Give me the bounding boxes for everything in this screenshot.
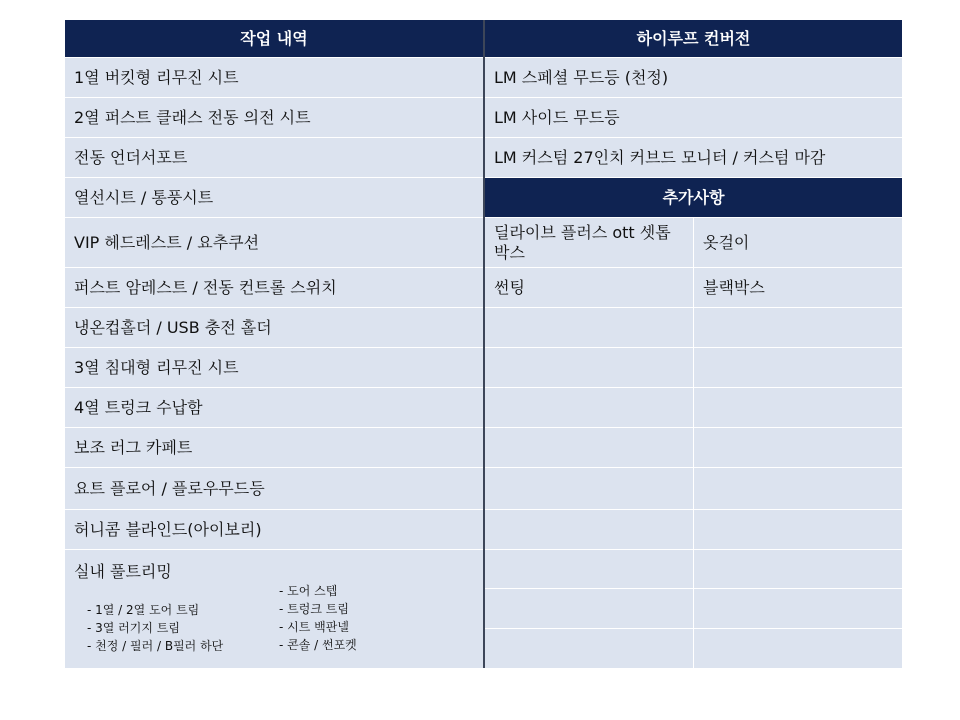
work-item-4: 열선시트 / 통풍시트 bbox=[65, 178, 483, 217]
left-header: 작업 내역 bbox=[65, 20, 483, 57]
trim-left-item: - 3열 러기지 트림 bbox=[87, 621, 180, 635]
work-item-3: 전동 언더서포트 bbox=[65, 138, 483, 177]
empty-cell bbox=[485, 468, 693, 509]
extra-item: 썬팅 bbox=[485, 268, 693, 307]
trim-right-item: - 시트 백판넬 bbox=[279, 620, 349, 634]
work-item-1: 1열 버킷형 리무진 시트 bbox=[65, 58, 483, 97]
work-table bbox=[65, 20, 902, 668]
trim-right-item: - 콘솔 / 썬포켓 bbox=[279, 638, 357, 652]
right-header: 하이루프 컨버전 bbox=[485, 20, 902, 57]
empty-cell bbox=[694, 348, 902, 387]
work-item-5: VIP 헤드레스트 / 요추쿠션 bbox=[65, 218, 483, 267]
hiroof-item-1: LM 스페셜 무드등 (천정) bbox=[485, 58, 902, 97]
work-item-13: 실내 풀트리밍 bbox=[74, 562, 172, 581]
empty-cell bbox=[485, 629, 693, 668]
trim-left-item: - 천정 / 필러 / B필러 하단 bbox=[87, 639, 224, 653]
trim-left-item: - 1열 / 2열 도어 트림 bbox=[87, 603, 200, 617]
empty-cell bbox=[485, 388, 693, 427]
work-item-7: 냉온컵홀더 / USB 충전 홀더 bbox=[65, 308, 483, 347]
work-item-2: 2열 퍼스트 클래스 전동 의전 시트 bbox=[65, 98, 483, 137]
empty-cell bbox=[485, 550, 693, 588]
empty-cell bbox=[485, 510, 693, 549]
trim-right-item: - 트렁크 트림 bbox=[279, 602, 349, 616]
empty-cell bbox=[485, 348, 693, 387]
work-item-8: 3열 침대형 리무진 시트 bbox=[65, 348, 483, 387]
extra-item: 옷걸이 bbox=[694, 218, 902, 267]
hiroof-item-3: LM 커스텀 27인치 커브드 모니터 / 커스텀 마감 bbox=[485, 138, 902, 177]
trim-right-list bbox=[279, 582, 357, 654]
empty-cell bbox=[694, 308, 902, 347]
extras-header: 추가사항 bbox=[485, 178, 902, 217]
work-item-9: 4열 트렁크 수납함 bbox=[65, 388, 483, 427]
work-item-11: 요트 플로어 / 플로우무드등 bbox=[65, 468, 483, 509]
empty-cell bbox=[485, 308, 693, 347]
empty-cell bbox=[694, 589, 902, 628]
work-item-6: 퍼스트 암레스트 / 전동 컨트롤 스위치 bbox=[65, 268, 483, 307]
empty-cell bbox=[485, 428, 693, 467]
empty-cell bbox=[694, 468, 902, 509]
extra-item: 딜라이브 플러스 ott 셋톱 박스 bbox=[485, 218, 693, 267]
empty-cell bbox=[694, 388, 902, 427]
work-item-10: 보조 러그 카페트 bbox=[65, 428, 483, 467]
column-divider bbox=[483, 20, 485, 668]
trim-right-item: - 도어 스텝 bbox=[279, 584, 338, 598]
empty-cell bbox=[694, 550, 902, 588]
empty-cell bbox=[694, 428, 902, 467]
trim-cell bbox=[65, 550, 483, 668]
empty-cell bbox=[485, 589, 693, 628]
extra-item: 블랙박스 bbox=[694, 268, 902, 307]
hiroof-item-2: LM 사이드 무드등 bbox=[485, 98, 902, 137]
trim-left-list bbox=[87, 601, 223, 655]
work-item-12: 허니콤 블라인드(아이보리) bbox=[65, 510, 483, 549]
empty-cell bbox=[694, 629, 902, 668]
empty-cell bbox=[694, 510, 902, 549]
